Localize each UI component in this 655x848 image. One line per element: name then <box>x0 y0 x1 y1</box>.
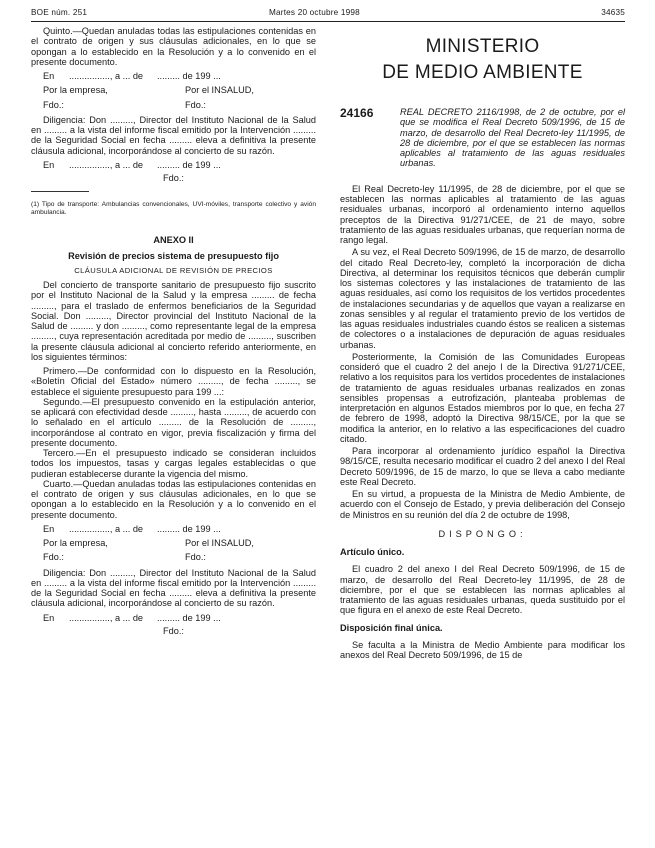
paragraph-quinto: Quinto.—Quedan anuladas todas las estipulaciones contenidas en el contrato de origen y sus cláusulas adicionales, en lo que se opongan a lo establecido en la Resolución y a lo convenido en el presente documento. <box>31 26 316 67</box>
paragraph-tercero: Tercero.—En el presupuesto indicado se consideran incluidos todos los impuestos, tasas y cargas legales establecidas o que pudieran establecerse durante la vigencia del mismo. <box>31 448 316 479</box>
journal-issue: BOE núm. 251 <box>31 8 88 17</box>
company-signatory: Por la empresa, <box>43 85 108 96</box>
paragraph-diligencia: Diligencia: Don ........., Director del Instituto Nacional de la Salud en ......... a la vista del informe fiscal emitido por la Intervención ......... de la Seguridad Social en fecha ......... eleva a definitiva la presente cláusula adicional, incorporándose al concierto de su razón. <box>31 114 316 156</box>
signatories-line <box>31 538 316 548</box>
paragraph-cuarto: Cuarto.—Quedan anuladas todas las estipulaciones contenidas en el contrato de origen y sus cláusulas adicionales, en lo que se opongan a lo establecido en la Resolución y a lo convenido en el presente documento. <box>31 478 316 520</box>
fdo-label: Fdo.: <box>163 173 184 183</box>
ministry-heading-line-2: DE MEDIO AMBIENTE <box>382 62 583 83</box>
signature-place-line <box>31 524 316 534</box>
place-date-blank: ................, a ... de <box>69 159 144 170</box>
annex-title: Revisión de precios sistema de presupuesto fijo <box>68 250 279 261</box>
place-label: En <box>43 71 55 81</box>
paragraph-3: Posteriormente, la Comisión de las Comunidades Europeas consideró que el cuadro 2 del anejo I de la Directiva 91/271/CEE, relativo a los requisitos para los vertidos procedentes de instalaciones de tratamiento de aguas residuales urbanas realizados en zonas sensibles propensas a eutrofización, planteaba problemas de interpretación en algunos Estados miembros por lo que, en fecha 27 de febrero de 1998, adoptó la Directiva 98/15/CE, por la que se modifica la anterior, en lo relativo a las especificaciones del cuadro citado. <box>340 351 625 444</box>
article-heading: Artículo único. <box>340 547 405 558</box>
insalud-signatory: Por el INSALUD, <box>185 538 254 548</box>
company-signatory: Por la empresa, <box>43 538 108 548</box>
right-column <box>340 26 625 660</box>
signatories-line <box>31 85 316 95</box>
paragraph-diligencia: Diligencia: Don ........., Director del Instituto Nacional de la Salud en ......... a la vista del informe fiscal emitido por la Intervención ......... de la Seguridad Social en fecha ......... eleva a definitiva la presente cláusula adicional, incorporándose al concierto de su razón. <box>31 567 316 609</box>
place-date-blank: ................, a ... de <box>69 523 144 534</box>
paragraph-7: Se faculta a la Ministra de Medio Ambiente para modificar los anexos del Real Decreto 509/1996, de 15 de <box>340 639 625 661</box>
signature-place-line <box>31 613 316 623</box>
decree-heading <box>340 107 625 169</box>
fdo-label: Fdo.: <box>43 99 64 110</box>
paragraph-5: En su virtud, a propuesta de la Ministra de Medio Ambiente, de acuerdo con el Consejo de Estado, y previa deliberación del Consejo de Ministros en su reunión del día 2 de octubre de 1998, <box>340 489 625 520</box>
final-provision-heading: Disposición final única. <box>340 622 443 633</box>
signature-fdo-line <box>31 552 316 562</box>
footnote-rule <box>31 191 89 192</box>
fdo-label: Fdo.: <box>163 625 184 636</box>
place-date-blank: ................, a ... de <box>69 71 144 81</box>
publication-date: Martes 20 octubre 1998 <box>269 8 360 17</box>
signature-fdo-line <box>31 100 316 110</box>
dispongo-heading: DISPONGO: <box>438 528 527 539</box>
year-blank: ......... de 199 ... <box>157 71 221 81</box>
place-label: En <box>43 159 55 170</box>
decree-number: 24166 <box>340 106 374 120</box>
insalud-signatory: Por el INSALUD, <box>185 85 254 96</box>
left-column <box>31 26 316 636</box>
place-label: En <box>43 612 55 623</box>
ministry-heading <box>340 34 625 86</box>
place-label: En <box>43 523 55 534</box>
clause-heading: CLÁUSULA ADICIONAL DE REVISIÓN DE PRECIOS <box>74 265 273 275</box>
footnote: (1) Tipo de transporte: Ambulancias convencionales, UVI-móviles, transporte colectivo y avión ambulancia. <box>31 201 316 217</box>
year-blank: ......... de 199 ... <box>157 523 221 534</box>
paragraph-4: Para incorporar al ordenamiento jurídico español la Directiva 98/15/CE, resulta necesario modificar el cuadro 2 del anexo I del Real Decreto 509/1996, de 15 de marzo, lo que se lleva a cabo mediante este Real Decreto. <box>340 446 625 487</box>
place-date-blank: ................, a ... de <box>69 612 144 623</box>
paragraph-intro: Del concierto de transporte sanitario de presupuesto fijo suscrito por el Instituto Nacional de la Salud y la empresa ......... de fecha ........., para el traslado de enfermos beneficiarios de la Seguridad Social. Don ........., Director provincial del Instituto Nacional de la Salud de ......... y don ........., como representante legal de la empresa ........., cuya representación acreditada por medio de ........., suscriben la presente cláusula adicional al concierto referido anteriormente, en los siguientes términos: <box>31 280 316 362</box>
year-blank: ......... de 199 ... <box>157 159 221 170</box>
paragraph-primero: Primero.—De conformidad con lo dispuesto en la Resolución, «Boletín Oficial del Estado» número ........., de fecha ........., se establece el siguiente presupuesto para 199 ...: <box>31 366 316 397</box>
signature-place-line <box>31 160 316 170</box>
decree-title: REAL DECRETO 2116/1998, de 2 de octubre, por el que se modifica el Real Decreto 509/1996, de 15 de marzo, de desarrollo del Real Decreto-ley 11/1995, de 28 de diciembre, por el que se establecen las normas aplicables al tratamiento de las aguas residuales urbanas. <box>400 107 625 169</box>
paragraph-2: A su vez, el Real Decreto 509/1996, de 15 de marzo, de desarrollo del citado Real Decreto-ley, completó la incorporación de dicha Directiva, al determinar los requisitos técnicos que deberán cumplir los sistemas colectores y las instalaciones de tratamiento de las aguas residuales, así como los requisitos de los vertidos procedentes de instalaciones secundarias y de aquellos que vayan a realizarse en zonas sensibles y al regular el tratamiento previo de los vertidos de las aguas residuales industriales cuando éstos se realicen a sistemas de colectores o a instalaciones de depuración de aguas residuales urbanas. <box>340 247 625 350</box>
fdo-label: Fdo.: <box>185 552 206 563</box>
ministry-heading-line-1: MINISTERIO <box>425 36 540 57</box>
header-rule <box>31 21 625 22</box>
paragraph-segundo: Segundo.—El presupuesto convenido en la estipulación anterior, se aplicará con efectividad desde ........., hasta ........., de acuerdo con lo señalado en el artículo ......... de la Resolución de ........., incorporándose al contrato en vigor, previa fiscalización y firma del presente documento. <box>31 396 316 448</box>
year-blank: ......... de 199 ... <box>157 612 221 623</box>
fdo-label: Fdo.: <box>185 99 206 110</box>
annex-heading: ANEXO II <box>153 235 194 246</box>
paragraph-1: El Real Decreto-ley 11/1995, de 28 de diciembre, por el que se establecen las normas aplicables al tratamiento de las aguas residuales urbanas, incorporó al ordenamiento interno aquellos preceptos de la Directiva 91/271/CEE, de 21 de mayo, sobre tratamiento de las aguas residuales urbanas, que requerían norma de rango legal. <box>340 183 625 246</box>
paragraph-6: El cuadro 2 del anexo I del Real Decreto 509/1996, de 15 de marzo, de desarrollo del Real Decreto-ley 11/1995, de 28 de diciembre, por el que se establecen las normas aplicables al tratamiento de las aguas residuales urbanas, queda sustituido por el que figura en el anexo de este Real Decreto. <box>340 564 625 616</box>
signature-place-line <box>31 71 316 81</box>
fdo-label: Fdo.: <box>43 552 64 563</box>
page-header <box>31 8 625 20</box>
page-number: 34635 <box>601 8 625 17</box>
